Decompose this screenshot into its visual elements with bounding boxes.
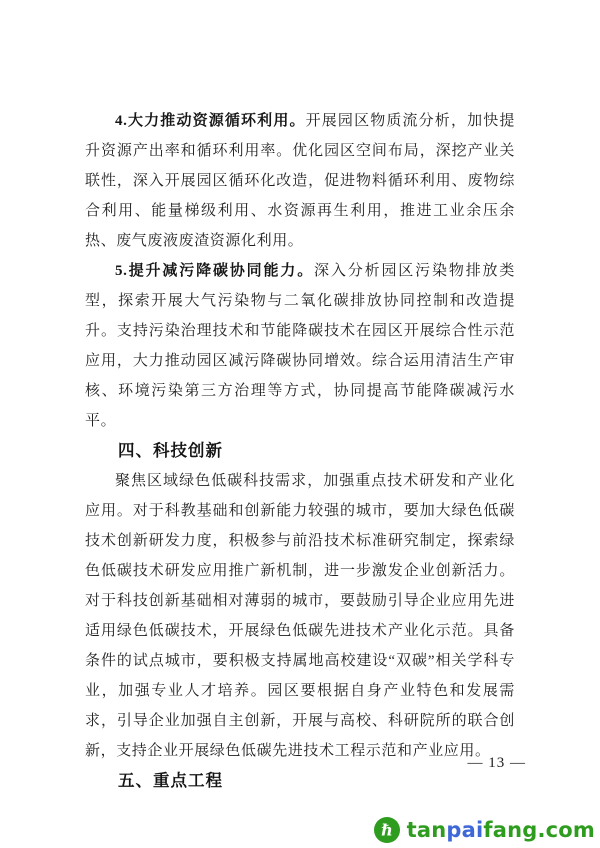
logo-text-tan: tan [406, 818, 447, 842]
page-number: — 13 — [467, 755, 526, 771]
tanpaifang-logo-icon [374, 817, 400, 843]
tanpaifang-logo[interactable] [374, 817, 595, 843]
tanpaifang-logo-text [407, 817, 595, 843]
section-heading-key-projects: 五、重点工程 [118, 772, 223, 790]
paragraph-item-5-lead: 5.提升减污降碳协同能力。 [115, 263, 315, 279]
paragraph-item-5-body: 深入分析园区污染物排放类型，探索开展大气污染物与二氧化碳排放协同控制和改造提升。支持污染治理技术和节能降碳技术在园区开展综合性示范应用，大力推动园区减污降碳协同增效。综合运用清洁生产审核、环境污染第三方治理等方式，协同提高节能降碳减污水平。 [85, 263, 515, 429]
paragraph-item-4-body: 开展园区物质流分析，加快提升资源产出率和循环利用率。优化园区空间布局，深挖产业关联性，深入开展园区循环化改造，促进物料循环利用、废物综合利用、能量梯级利用、水资源再生利用，推进工业余压余热、废气废液废渣资源化利用。 [85, 113, 515, 249]
paragraph-item-5 [85, 256, 515, 436]
logo-text-fang-com: fang.com [483, 818, 595, 842]
page-content [85, 106, 515, 796]
section-heading-science-innovation: 四、科技创新 [118, 442, 223, 460]
paragraph-item-4 [85, 106, 515, 256]
paragraph-item-4-lead: 4.大力推动资源循环利用。 [115, 113, 306, 129]
logo-text-pai: pai [446, 818, 484, 842]
svg-text:ℏ: ℏ [380, 822, 393, 840]
paragraph-science-innovation: 聚焦区域绿色低碳科技需求，加强重点技术研发和产业化应用。对于科教基础和创新能力较强的城市，要加大绿色低碳技术创新研发力度，积极参与前沿技术标准研究制定，探索绿色低碳技术研发应用推广新机制，进一步激发企业创新活力。对于科技创新基础相对薄弱的城市，要鼓励引导企业应用先进适用绿色低碳技术，开展绿色低碳先进技术产业化示范。具备条件的试点城市，要积极支持属地高校建设“双碳”相关学科专业，加强专业人才培养。园区要根据自身产业特色和发展需求，引导企业加强自主创新，开展与高校、科研院所的联合创新，支持企业开展绿色低碳先进技术工程示范和产业应用。 [85, 473, 515, 759]
